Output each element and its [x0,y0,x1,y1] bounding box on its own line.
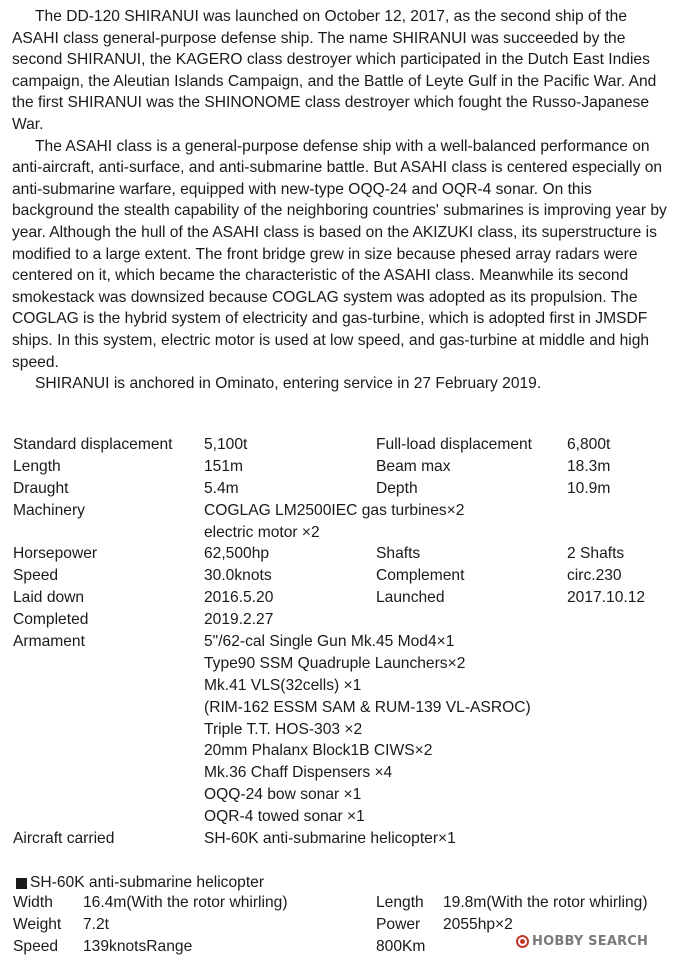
spec-value: 5.4m [204,479,239,497]
spec-value: 2019.2.27 [204,611,274,629]
spec-value: circ.230 [567,567,622,585]
spec-label: Draught [13,479,69,497]
spec-label: Depth [376,479,418,497]
spec-value: 5"/62-cal Single Gun Mk.45 Mod4×1 [204,633,455,651]
spec-label: Armament [13,633,85,651]
spec-row [13,677,677,699]
spec-value: 6,800t [567,436,611,453]
spec-label: Width [13,894,53,911]
spec-value: 2017.10.12 [567,589,646,607]
watermark-text: HOBBY SEARCH [532,934,649,949]
spec-label: Laid down [13,589,85,607]
spec-row [13,655,677,677]
intro-paragraph: SHIRANUI is anchored in Ominato, entering service in 27 February 2019. [35,375,542,393]
spec-value: OQQ-24 bow sonar ×1 [204,786,362,804]
spec-row [13,524,677,546]
spec-row [13,633,677,655]
helicopter-title [13,872,677,894]
spec-row [13,480,677,502]
spec-value: 151m [204,457,244,475]
spec-label: Standard displacement [13,436,173,453]
spec-row [13,436,677,458]
spec-label: Weight [13,916,62,933]
spec-value: 5,100t [204,436,248,453]
spec-row [13,589,677,611]
intro-text [12,6,676,395]
spec-value: 18.3m [567,457,611,475]
spec-row [13,808,677,830]
spec-row [13,699,677,721]
spec-row [13,786,677,808]
spec-value: 139knotsRange [83,938,193,955]
spec-row [13,830,677,852]
helicopter-title-text: SH-60K anti-submarine helicopter [30,874,265,891]
spec-value: SH-60K anti-submarine helicopter×1 [204,830,456,848]
spec-label: Machinery [13,501,85,519]
spec-row [13,545,677,567]
spec-label: Beam max [376,457,451,475]
spec-value: 62,500hp [204,545,270,563]
intro-paragraph: The ASAHI class is a general-purpose defense ship with a well-balanced performance on anti-aircraft, anti-surface, and anti-submarine battle. But ASAHI class is centered especially on anti-submarine warfare, equipped with new-type OQQ-24 and OQR-4 sonar. On this background the stealth capability of the neighboring countries' submarines is improving year by year. Although the hull of the ASAHI class is based on the AKIZUKI class, its superstructure is modified to a large extent. The front bridge grew in size because phesed array radars were centered on it, which became the characteristic of the ASAHI class. Meanwhile its second smokestack was downsized because COGLAG system was adopted as its propulsion. The COGLAG is the hybrid system of electricity and gas-turbine, which is adopted first in JMSDF ships. In this system, electric motor is used at low speed, and gas-turbine at middle and high speed. [12,137,667,371]
intro-paragraph: The DD-120 SHIRANUI was launched on October 12, 2017, as the second ship of the ASAHI class general-purpose defense ship. The name SHIRANUI was succeeded by the second SHIRANUI, the KAGERO class destroyer which participated in the Dutch East Indies campaign, the Aleutian Islands Campaign, and the Battle of Leyte Gulf in the Pacific War. And the first SHIRANUI was the SHINONOME class destroyer which fought the Russo-Japanese War. [12,8,657,133]
spec-value: 10.9m [567,479,611,497]
spec-label: Horsepower [13,545,98,563]
spec-value: 7.2t [83,916,110,933]
spec-label: Speed [13,938,59,955]
spec-label: Shafts [376,545,421,563]
hobby-search-logo-icon [516,935,529,948]
square-bullet-icon [16,878,27,889]
spec-row [13,721,677,743]
spec-value: Mk.36 Chaff Dispensers ×4 [204,764,393,782]
spec-label: Length [376,894,424,911]
hobby-search-watermark [516,934,648,949]
spec-row [13,742,677,764]
spec-row [13,567,677,589]
spec-value: COGLAG LM2500IEC gas turbines×2 [204,501,465,519]
spec-label: Completed [13,611,89,629]
spec-row [13,611,677,633]
spec-value: 19.8m(With the rotor whirling) [443,894,648,911]
spec-value: 2016.5.20 [204,589,274,607]
spec-label: Full-load displacement [376,436,533,453]
spec-label: Launched [376,589,445,607]
spec-value: electric motor ×2 [204,523,320,541]
spec-label: Complement [376,567,465,585]
spec-value: 2055hp×2 [443,916,513,933]
spec-row [13,502,677,524]
spec-label: Speed [13,567,59,585]
spec-row [13,458,677,480]
spec-value: OQR-4 towed sonar ×1 [204,808,365,826]
spec-label: Aircraft carried [13,830,115,848]
spec-row [13,764,677,786]
helicopter-spec-row [13,894,677,916]
spec-value: Type90 SSM Quadruple Launchers×2 [204,654,466,672]
spec-value: 30.0knots [204,567,272,585]
spec-label: 800Km [376,938,426,955]
spec-value: Mk.41 VLS(32cells) ×1 [204,676,362,694]
spec-value: 2 Shafts [567,545,625,563]
spec-label: Length [13,457,61,475]
spec-value: 20mm Phalanx Block1B CIWS×2 [204,742,433,760]
spec-value: (RIM-162 ESSM SAM & RUM-139 VL-ASROC) [204,698,531,716]
spec-label: Power [376,916,421,933]
specifications-table [13,436,677,852]
spec-value: 16.4m(With the rotor whirling) [83,894,288,911]
spec-value: Triple T.T. HOS-303 ×2 [204,720,363,738]
